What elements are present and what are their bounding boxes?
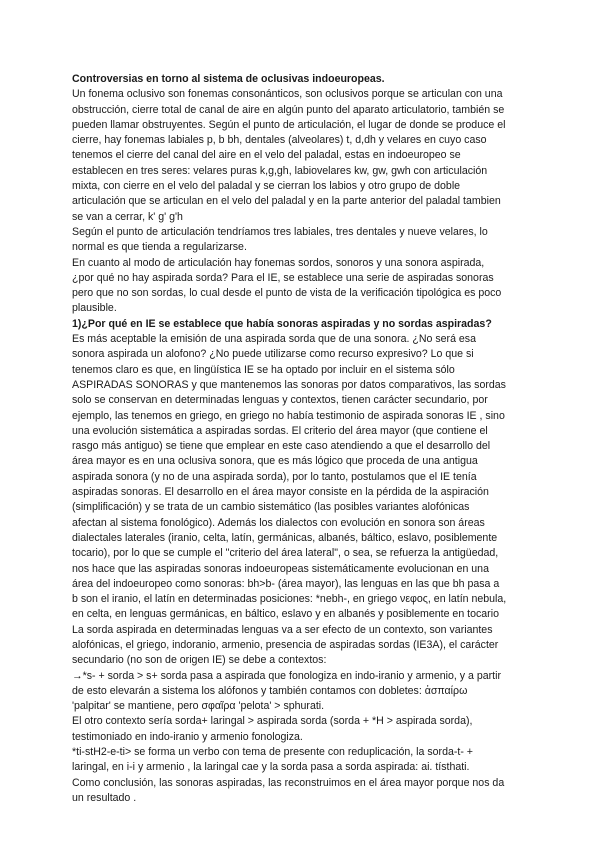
text-line: Un fonema oclusivo son fonemas consonánticos, son oclusivos porque se articulan con una [72,88,503,101]
text-line: plausible. [72,302,117,315]
text-line: →*s- + sorda > s+ sorda pasa a aspirada que fonologiza en indo-iranio y armenio, y a partir [72,669,501,682]
text-line: en celta, en lenguas germánicas, en báltico, eslavo y en albanés y posiblemente en tocario [72,608,499,621]
text-line: *ti-stH2-e-ti> se forma un verbo con tema de presente con reduplicación, la sorda-t- + [72,746,473,759]
text-line: ¿por qué no hay aspirada sorda? Para el IE, se establece una serie de aspiradas sonoras [72,271,494,284]
document-body [72,87,540,806]
text-line: pero que no son sordas, lo cual desde el punto de vista de la verificación tipológica es poco [72,287,502,300]
text-line: ASPIRADAS SONORAS y que mantenemos las sonoras por datos comparativos, las sordas [72,378,506,391]
text-line: sonora aspirada un alofono? ¿No puede utilizarse como recurso expresivo? Lo que si [72,348,474,361]
text-line: se van a cerrar, k' g' g'h [72,210,183,223]
text-line: Es más aceptable la emisión de una aspirada sorda que de una sonora. ¿No será esa [72,333,476,346]
text-line: aspirada sonora (y no de una aspirada sorda), por lo tanto, postulamos que el IE tenía [72,470,477,483]
text-line: establecen en tres seres: velares puras k,g,gh, labiovelares kw, gw, gwh con articulación [72,164,488,177]
text-line: aspiradas sonoras. El desarrollo en el área mayor consiste en la pérdida de la aspiración [72,486,489,499]
text-line: Como conclusión, las sonoras aspiradas, las reconstruimos en el área mayor porque nos da [72,776,505,789]
text-line: En cuanto al modo de articulación hay fonemas sordos, sonoros y una sonora aspirada, [72,256,485,269]
text-line: una evolución sistemática a aspiradas sordas. El criterio del área mayor (que contiene el [72,424,488,437]
text-line: cierre, hay fonemas labiales p, b bh, dentales (alveolares) t, d,dh y velares en cuyo caso [72,134,487,147]
text-line: de esto elevarán a sistema los alófonos y también contamos con dobletes: ἀσπαίρω [72,684,468,697]
text-line: nos hace que las aspiradas sonoras indoeuropeas sistemáticamente evolucionan en una [72,562,489,575]
text-line: rasgo más antiguo) se tiene que emplear en este caso atendiendo a que el desarrollo del [72,440,491,453]
text-line: área del indoeuropeo como sonoras: bh>b- (área mayor), las lenguas en las que bh pasa a [72,577,500,590]
text-line: tocario), por lo que se cumple el "criterio del área lateral", o sea, se refuerza la antigüedad, [72,547,499,560]
text-line: (simplificación) y se trata de un cambio sistemático (las posibles variantes alofónicas [72,501,470,514]
text-line: pueden llamar obstruyentes. Según el punto de articulación, el lugar de donde se produce el [72,118,506,131]
text-line: tenemos claro es que, en lingüística IE se ha optado por incluir en el sistema sólo [72,363,455,376]
text-line: mixta, con cierre en el velo del paladal y se cierran los labios y otro grupo de doble [72,180,461,193]
text-line: dialectales laterales (iranio, celta, latín, germánicas, albanés, báltico, eslavo, posiblemente [72,531,498,544]
text-line: normal es que tienda a regularizarse. [72,241,247,254]
text-line: área mayor es en una oclusiva sonora, que es más lógico que proceda de una antigua [72,455,478,468]
section-heading: 1)¿Por qué en IE se establece que había sonoras aspiradas y no sordas aspiradas? [72,317,492,330]
text-line: ejemplo, las tenemos en griego, en griego no había testimonio de aspirada sonoras IE , sino [72,409,505,422]
text-line: tenemos el cierre del canal del aire en el velo del paladal, estas en indoeuropeo se [72,149,461,162]
text-line: Según el punto de articulación tendríamos tres labiales, tres dentales y nueve velares, lo [72,225,488,238]
text-line: El otro contexto sería sorda+ laringal > aspirada sorda (sorda + *H > aspirada sorda), [72,715,473,728]
text-line: articulación que se articulan en el velo del paladal y en la parte anterior del paladal tambien [72,195,501,208]
text-line: alofónicas, el griego, indoranio, armenio, presencia de aspiradas sordas (IE3A), el carácter [72,638,499,651]
text-line: 'palpitar' se mantiene, pero σφαῖρα 'pelota' > sphurati. [72,700,325,713]
text-line: b son el iranio, el latín en determinadas posiciones: *nebh-, en griego νεφος, en latín nebula, [72,593,507,606]
text-line: testimoniado en indo-iranio y armenio fonologiza. [72,730,303,743]
document-title: Controversias en torno al sistema de oclusivas indoeuropeas. [72,73,385,85]
text-line: obstrucción, cierre total de canal de aire en algún punto del aparato articulatorio, también se [72,103,505,116]
text-line: afectan al sistema fonológico). Además los dialectos con evolución en sonora son áreas [72,516,485,529]
text-line: La sorda aspirada en determinadas lenguas va a ser efecto de un contexto, son variantes [72,623,493,636]
text-line: solo se conservan en determinadas lenguas y contextos, tienen carácter secundario, por [72,394,488,407]
text-line: laringal, en i-i y armenio , la laringal cae y la sorda pasa a sorda aspirada: ai. tísthati. [72,761,470,774]
text-line: un resultado . [72,791,137,804]
text-line: secundario (no son de origen IE) se debe a contextos: [72,654,327,667]
